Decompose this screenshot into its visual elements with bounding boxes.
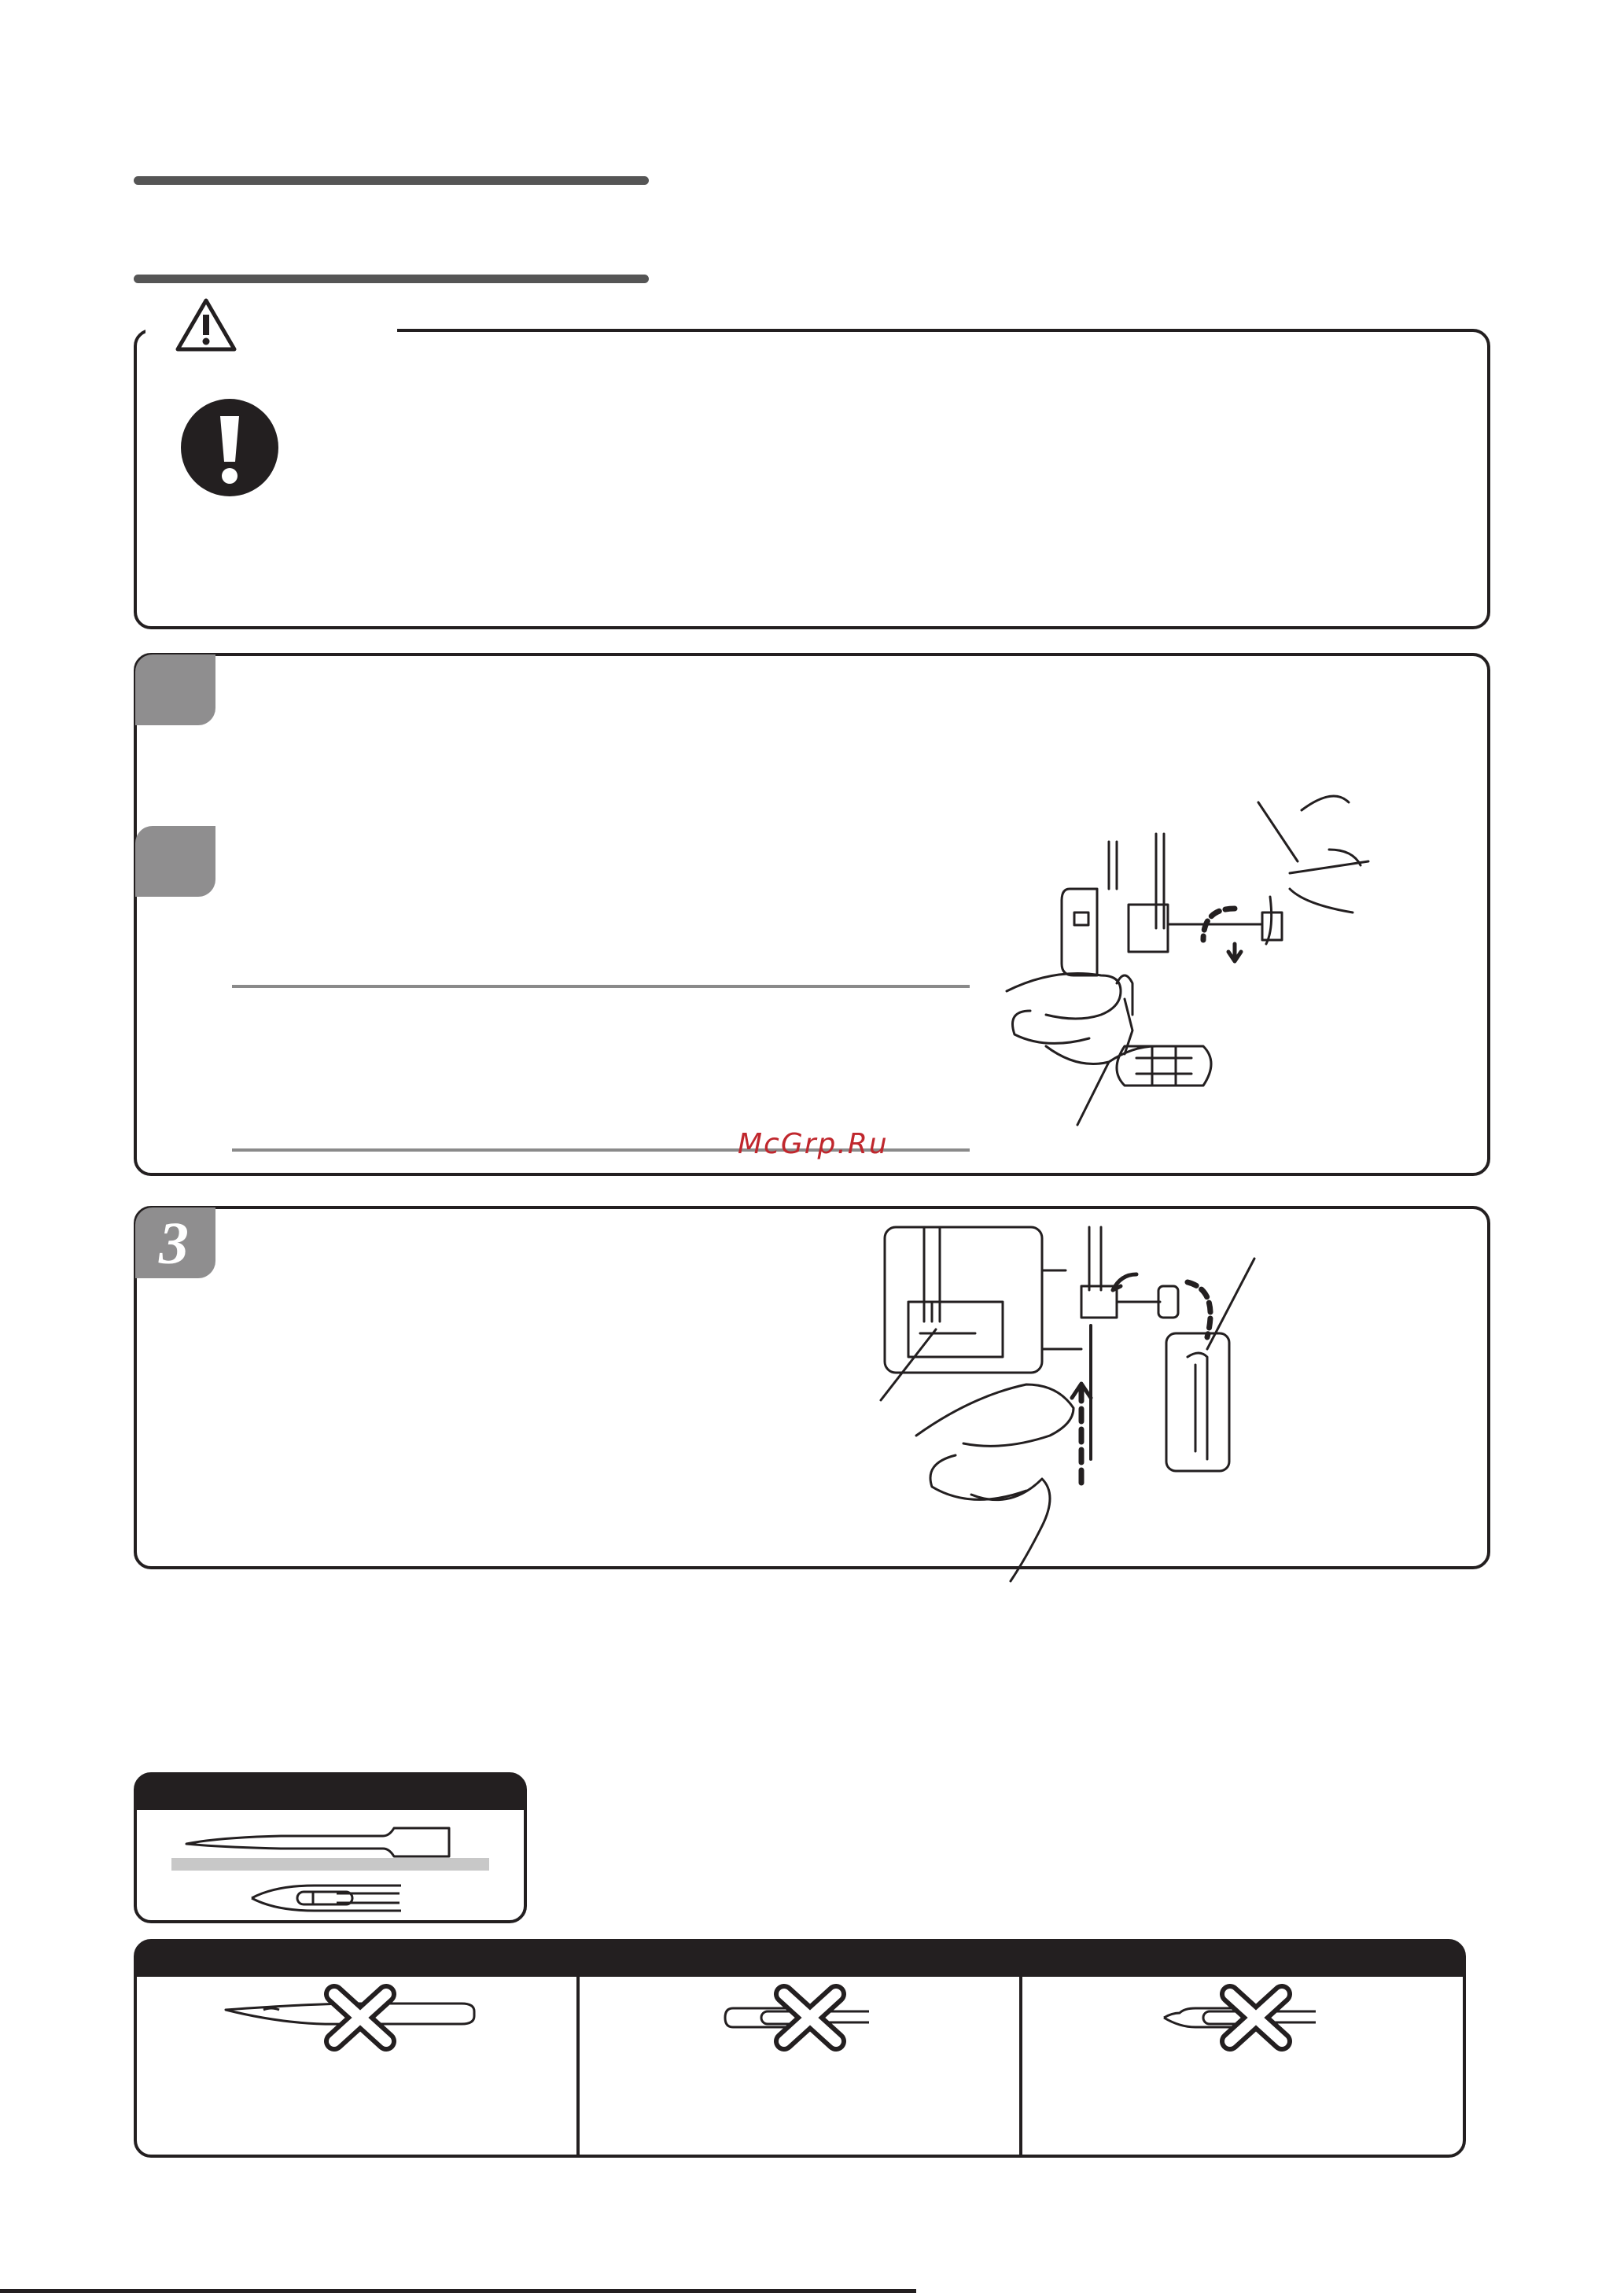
needle-removal-illustration bbox=[999, 787, 1376, 1141]
caution-box bbox=[134, 329, 1490, 629]
cross-mark-icon bbox=[325, 1986, 396, 2049]
watermark: McGrp.Ru bbox=[738, 1128, 889, 1160]
wrong-needles-divider-1 bbox=[576, 1977, 580, 2155]
cross-mark-icon bbox=[1221, 1986, 1291, 2049]
needle-check-header-bar bbox=[135, 1774, 525, 1810]
straight-needle-illustration bbox=[185, 1825, 476, 1863]
step-2-tab bbox=[135, 826, 215, 897]
wrong-needles-divider-2 bbox=[1019, 1977, 1022, 2155]
warning-triangle-icon bbox=[175, 297, 238, 352]
note-rule-top bbox=[232, 985, 970, 988]
exclamation-circle-icon bbox=[179, 397, 280, 498]
step-3-tab: 3 bbox=[135, 1207, 215, 1278]
needle-front-view-illustration bbox=[250, 1884, 407, 1912]
title-rule-bottom bbox=[134, 275, 649, 283]
page-footer-rule bbox=[0, 2289, 916, 2293]
needle-insert-illustration bbox=[877, 1223, 1286, 1569]
wrong-needles-header-bar bbox=[135, 1941, 1464, 1977]
step-3-box bbox=[134, 1206, 1490, 1569]
step-1-tab bbox=[135, 654, 215, 725]
cross-mark-icon bbox=[775, 1986, 845, 2049]
title-rule-top bbox=[134, 176, 649, 185]
